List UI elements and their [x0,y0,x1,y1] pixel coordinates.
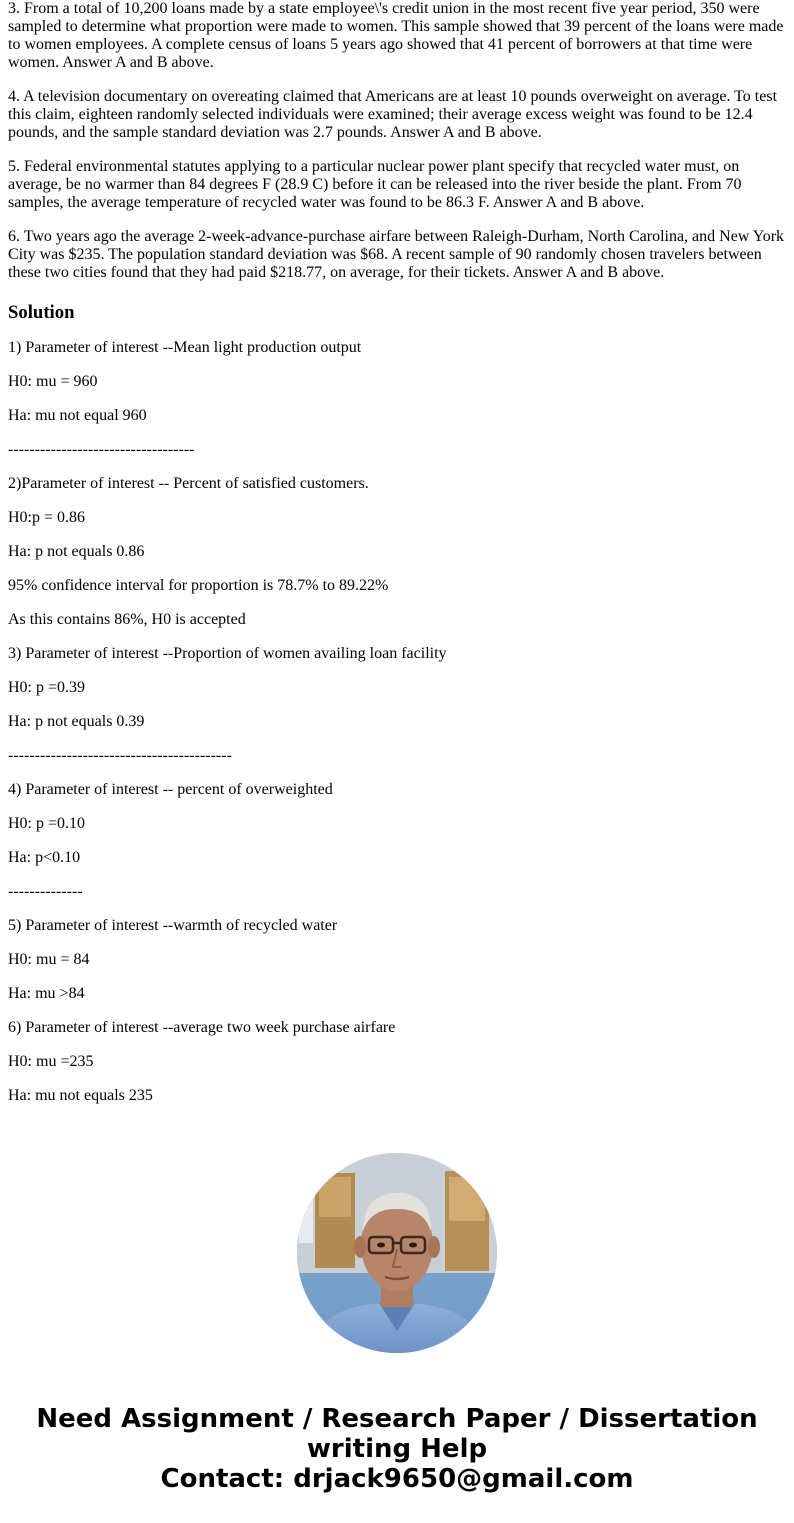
separator-line: ------------------------------------------ [8,747,232,764]
solution-line: H0: mu =235 [8,1053,94,1070]
solution-line: Ha: mu not equal 960 [8,407,147,424]
question-6: 6. Two years ago the average 2-week-advance-purchase airfare between Raleigh-Durham, North Carolina, and New York City was $235. The population standard deviation was $68. A recent sample of 90 randomly chosen travelers between these two cities found that they had paid $218.77, on average, for their tickets. Answer A and B above. [8,228,785,281]
contact-footer [0,1404,794,1494]
avatar [297,1153,497,1353]
solution-line: Ha: mu >84 [8,985,85,1002]
solution-line: Ha: p not equals 0.86 [8,543,145,560]
solution-line: Ha: mu not equals 235 [8,1087,153,1104]
solution-line: H0: mu = 84 [8,951,90,968]
solution-line: 3) Parameter of interest --Proportion of women availing loan facility [8,645,447,662]
solution-line: 6) Parameter of interest --average two week purchase airfare [8,1019,396,1036]
question-4: 4. A television documentary on overeating claimed that Americans are at least 10 pounds overweight on average. To test this claim, eighteen randomly selected individuals were examined; their average excess weight was found to be 12.4 pounds, and the sample standard deviation was 2.7 pounds. Answer A and B above. [8,88,778,141]
solution-list [8,339,786,1105]
solution-line: 2)Parameter of interest -- Percent of satisfied customers. [8,475,369,492]
separator-line: -------------- [8,883,83,900]
footer-help-text: Need Assignment / Research Paper / Dissertation writing Help [36,1404,758,1464]
solution-line: Ha: p not equals 0.39 [8,713,145,730]
solution-line: H0: p =0.39 [8,679,86,696]
footer-contact-email: Contact: drjack9650@gmail.com [160,1464,634,1494]
document-body [8,0,786,1121]
solution-line: 1) Parameter of interest --Mean light production output [8,339,362,356]
separator-line: ----------------------------------- [8,441,195,458]
solution-heading: Solution [8,302,75,323]
solution-line: As this contains 86%, H0 is accepted [8,611,246,628]
solution-line: 95% confidence interval for proportion is 78.7% to 89.22% [8,577,389,594]
avatar-portrait-image [297,1153,497,1353]
question-3: 3. From a total of 10,200 loans made by a state employee\'s credit union in the most recent five year period, 350 were sampled to determine what proportion were made to women. This sample showed that 39 percent of the loans were made to women employees. A complete census of loans 5 years ago showed that 41 percent of borrowers at that time were women. Answer A and B above. [8,0,784,71]
solution-line: Ha: p<0.10 [8,849,81,866]
solution-line: 5) Parameter of interest --warmth of recycled water [8,917,338,934]
question-5: 5. Federal environmental statutes applying to a particular nuclear power plant specify that recycled water must, on average, be no warmer than 84 degrees F (28.9 C) before it can be released into the river beside the plant. From 70 samples, the average temperature of recycled water was found to be 86.3 F. Answer A and B above. [8,158,742,211]
solution-line: H0: p =0.10 [8,815,86,832]
question-list [8,0,786,282]
solution-line: 4) Parameter of interest -- percent of overweighted [8,781,333,798]
solution-line: H0:p = 0.86 [8,509,86,526]
solution-line: H0: mu = 960 [8,373,98,390]
